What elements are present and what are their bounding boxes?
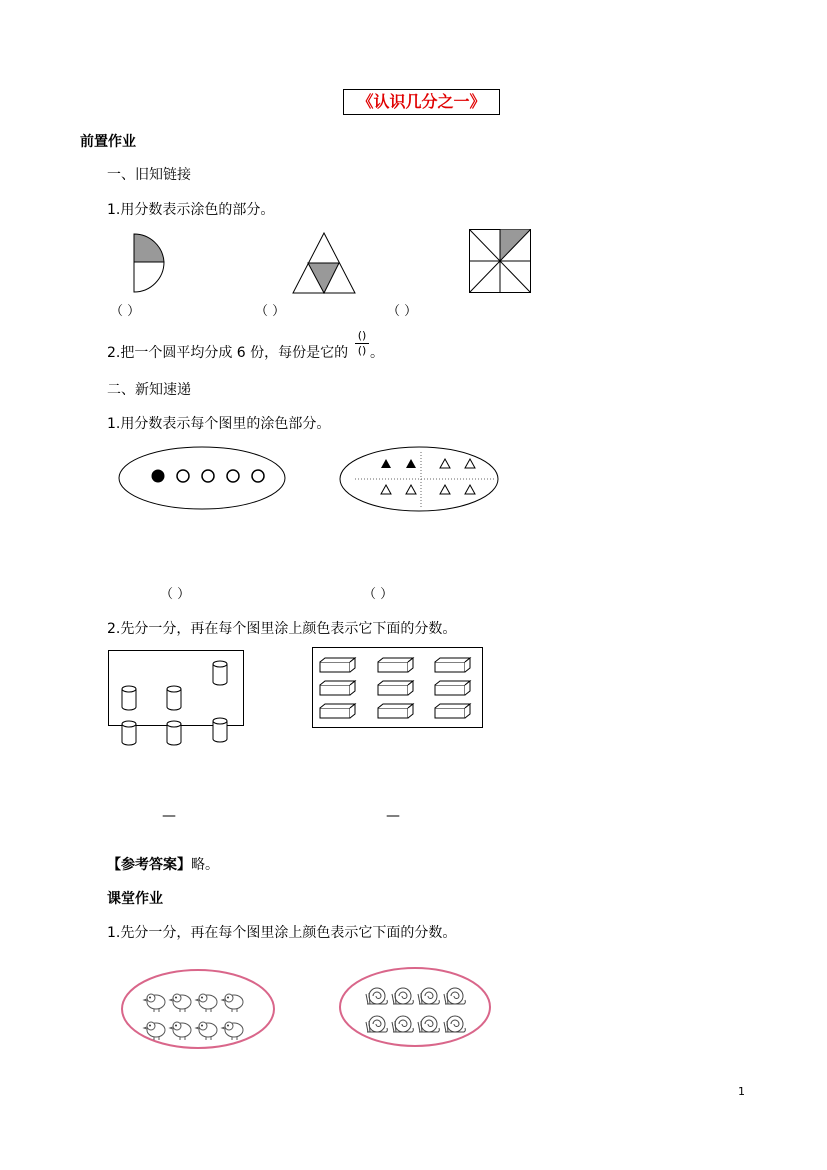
page-title: 《认识几分之一》 [343, 89, 500, 115]
fraction-blank [355, 330, 369, 357]
answer-blank-4: （ ） [160, 587, 191, 602]
answer-blank-3: （ ） [387, 304, 418, 319]
fraction-denominator: () [357, 344, 367, 357]
question-1-2: 2.把一个圆平均分成 6 份，每份是它的 [107, 345, 349, 361]
part2-heading: 二、新知速递 [107, 382, 191, 398]
reference-answer [107, 856, 219, 874]
triangles-ellipse-figure [339, 446, 499, 514]
circles-ellipse-figure [118, 446, 286, 512]
section-heading-classwork: 课堂作业 [107, 891, 163, 907]
square-figure [469, 229, 532, 294]
section-heading-pre-homework: 前置作业 [80, 134, 136, 150]
snails-ellipse-figure [338, 966, 492, 1050]
fraction-numerator: () [357, 329, 367, 342]
fraction-mark-2: — [386, 808, 400, 824]
question-2-2: 2.先分一分，再在每个图里涂上颜色表示它下面的分数。 [107, 621, 457, 637]
part1-heading: 一、旧知链接 [107, 167, 191, 183]
question-1-2-end: 。 [370, 345, 384, 361]
answer-label: 【参考答案】 [107, 857, 191, 873]
answer-text: 略。 [191, 857, 219, 873]
answer-blank-5: （ ） [363, 587, 394, 602]
chicks-ellipse-figure [120, 968, 276, 1052]
question-3-1: 1.先分一分，再在每个图里涂上颜色表示它下面的分数。 [107, 925, 457, 941]
boxes-figure [312, 647, 484, 729]
answer-blank-1: （ ） [110, 304, 141, 319]
triangle-figure [291, 231, 357, 295]
fraction-mark-1: — [162, 808, 176, 824]
cylinders-figure [108, 650, 246, 748]
page-number: 1 [738, 1085, 745, 1098]
question-2-1: 1.用分数表示每个图里的涂色部分。 [107, 416, 331, 432]
question-1-1: 1.用分数表示涂色的部分。 [107, 202, 275, 218]
half-circle-figure [130, 232, 170, 296]
answer-blank-2: （ ） [255, 304, 286, 319]
